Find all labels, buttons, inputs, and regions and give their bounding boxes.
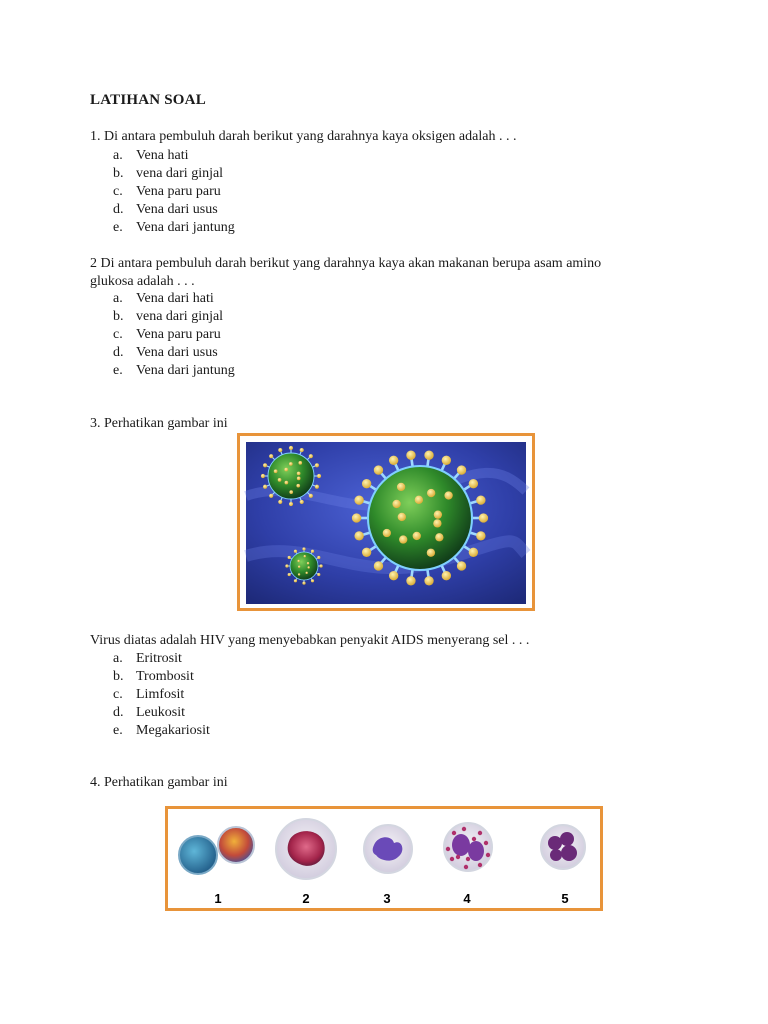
- option-text: vena dari ginjal: [136, 166, 224, 181]
- option-text: Vena dari hati: [136, 291, 214, 306]
- blood-cells-image: [168, 809, 600, 908]
- cell-number-5: 5: [561, 891, 569, 906]
- option-letter: c.: [113, 184, 123, 199]
- option-letter: b.: [113, 309, 124, 324]
- option-letter: c.: [113, 327, 123, 342]
- option-text: Megakariosit: [136, 723, 210, 738]
- option-text: Trombosit: [136, 669, 194, 684]
- option-letter: b.: [113, 166, 124, 181]
- question-3-intro: 3. Perhatikan gambar ini: [90, 416, 228, 431]
- cell-4-eosinophil: [444, 823, 492, 871]
- option-letter: c.: [113, 687, 123, 702]
- option-text: Vena dari jantung: [136, 363, 235, 378]
- question-3-text: Virus diatas adalah HIV yang menyebabkan penyakit AIDS menyerang sel . . .: [90, 633, 530, 648]
- cell-5-basophil: [541, 825, 585, 869]
- cell-2-monocyte: [276, 819, 336, 879]
- option-letter: b.: [113, 669, 124, 684]
- option-text: Leukosit: [136, 705, 185, 720]
- option-text: Limfosit: [136, 687, 185, 702]
- option-letter: d.: [113, 202, 124, 217]
- option-text: Vena dari usus: [136, 345, 218, 360]
- hiv-virus-image: [240, 436, 532, 608]
- option-letter: e.: [113, 723, 123, 738]
- question-2-text-line-1: 2 Di antara pembuluh darah berikut yang darahnya kaya akan makanan berupa asam amino: [90, 256, 602, 271]
- option-text: Vena hati: [136, 148, 189, 163]
- option-text: Vena dari usus: [136, 202, 218, 217]
- option-text: Eritrosit: [136, 651, 182, 666]
- option-letter: d.: [113, 705, 124, 720]
- option-text: Vena paru paru: [136, 327, 221, 342]
- question-4-intro: 4. Perhatikan gambar ini: [90, 775, 228, 790]
- worksheet-title: LATIHAN SOAL: [90, 92, 206, 108]
- option-letter: a.: [113, 148, 123, 163]
- cell-number-3: 3: [383, 891, 391, 906]
- cell-number-2: 2: [302, 891, 310, 906]
- question-2-text-line-2: glukosa adalah . . .: [90, 274, 195, 289]
- cell-number-4: 4: [463, 891, 471, 906]
- blood-cells-figure: [165, 806, 603, 911]
- option-text: Vena paru paru: [136, 184, 221, 199]
- cell-3-neutrophil: [364, 825, 412, 873]
- question-1-text: 1. Di antara pembuluh darah berikut yang darahnya kaya oksigen adalah . . .: [90, 129, 517, 144]
- cell-1-lymphocyte: [179, 827, 254, 874]
- cell-number-1: 1: [214, 891, 222, 906]
- small-virus-particle: [261, 446, 321, 506]
- option-text: Vena dari jantung: [136, 220, 235, 235]
- option-letter: e.: [113, 220, 123, 235]
- hiv-virus-figure: [237, 433, 535, 611]
- option-letter: d.: [113, 345, 124, 360]
- option-text: vena dari ginjal: [136, 309, 224, 324]
- option-letter: a.: [113, 291, 123, 306]
- option-letter: a.: [113, 651, 123, 666]
- option-letter: e.: [113, 363, 123, 378]
